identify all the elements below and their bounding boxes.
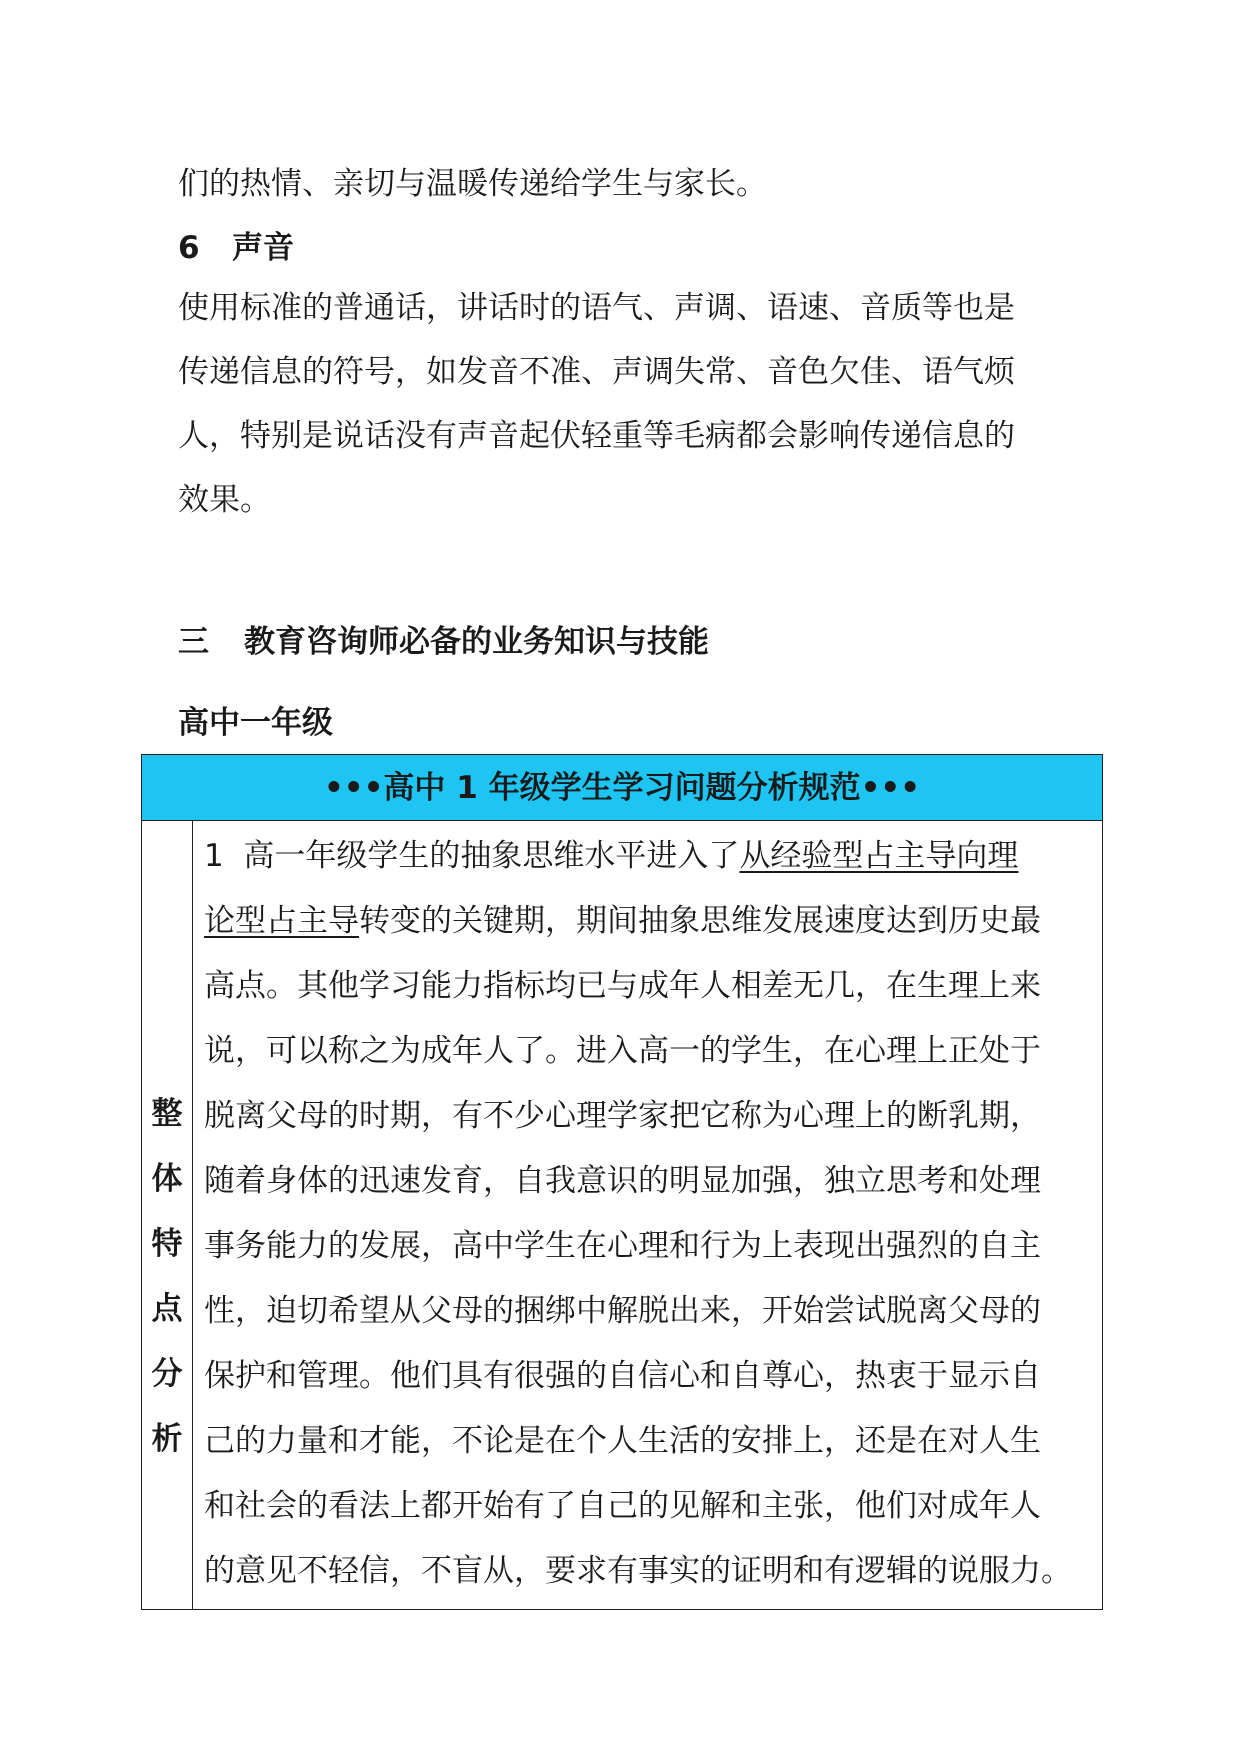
table-line-3: 高点。其他学习能力指标均已与成年人相差无几，在生理上来 (204, 968, 1041, 1004)
analysis-table (141, 754, 1103, 1610)
table-line-1 (204, 836, 1018, 876)
section-6-heading (178, 228, 294, 268)
table-line-9: 保护和管理。他们具有很强的自信心和自尊心，热衷于显示自 (204, 1358, 1041, 1394)
table-header: •••高中 1 年级学生学习问题分析规范••• (142, 755, 1102, 821)
section-6-number: 6 (178, 230, 200, 266)
intro-tail-line: 们的热情、亲切与温暖传递给学生与家长。 (178, 166, 767, 202)
side-label-char: 整 (151, 1096, 183, 1132)
section-3-heading (178, 622, 709, 662)
section-3-number: 三 (178, 624, 209, 660)
table-line-2-rest: 转变的关键期，期间抽象思维发展速度达到历史最 (359, 903, 1041, 939)
table-line-5: 脱离父母的时期，有不少心理学家把它称为心理上的断乳期， (204, 1098, 1041, 1134)
table-line-1-prefix: 1 高一年级学生的抽象思维水平进入了 (204, 838, 740, 874)
table-line-11: 和社会的看法上都开始有了自己的见解和主张，他们对成年人 (204, 1488, 1041, 1524)
side-label (142, 1082, 192, 1472)
table-line-12: 的意见不轻信，不盲从，要求有事实的证明和有逻辑的说服力。 (204, 1553, 1072, 1589)
table-line-2-underlined: 论型占主导 (204, 903, 359, 939)
table-line-8: 性，迫切希望从父母的捆绑中解脱出来，开始尝试脱离父母的 (204, 1293, 1041, 1329)
table-line-6: 随着身体的迅速发育，自我意识的明显加强，独立思考和处理 (204, 1163, 1041, 1199)
table-line-2 (204, 901, 1041, 941)
section-6-title: 声音 (232, 230, 294, 266)
table-line-10: 己的力量和才能，不论是在个人生活的安排上，还是在对人生 (204, 1423, 1041, 1459)
section-6-line-4: 效果。 (178, 482, 271, 518)
section-6-line-3: 人，特别是说话没有声音起伏轻重等毛病都会影响传递信息的 (178, 418, 1015, 454)
side-label-cell (142, 821, 193, 1609)
side-label-char: 析 (151, 1421, 183, 1457)
table-line-4: 说，可以称之为成年人了。进入高一的学生，在心理上正处于 (204, 1033, 1041, 1069)
side-label-char: 点 (151, 1291, 183, 1327)
side-label-char: 体 (151, 1161, 183, 1197)
table-line-7: 事务能力的发展，高中学生在心理和行为上表现出强烈的自主 (204, 1228, 1041, 1264)
section-6-line-1: 使用标准的普通话，讲话时的语气、声调、语速、音质等也是 (178, 290, 1015, 326)
section-6-line-2: 传递信息的符号，如发音不准、声调失常、音色欠佳、语气烦 (178, 354, 1015, 390)
table-line-1-underlined: 从经验型占主导向理 (739, 838, 1019, 874)
side-label-char: 分 (151, 1356, 183, 1392)
grade-heading: 高中一年级 (178, 705, 333, 741)
section-3-title: 教育咨询师必备的业务知识与技能 (244, 624, 709, 660)
analysis-body-cell (193, 821, 1102, 1609)
side-label-char: 特 (151, 1226, 183, 1262)
